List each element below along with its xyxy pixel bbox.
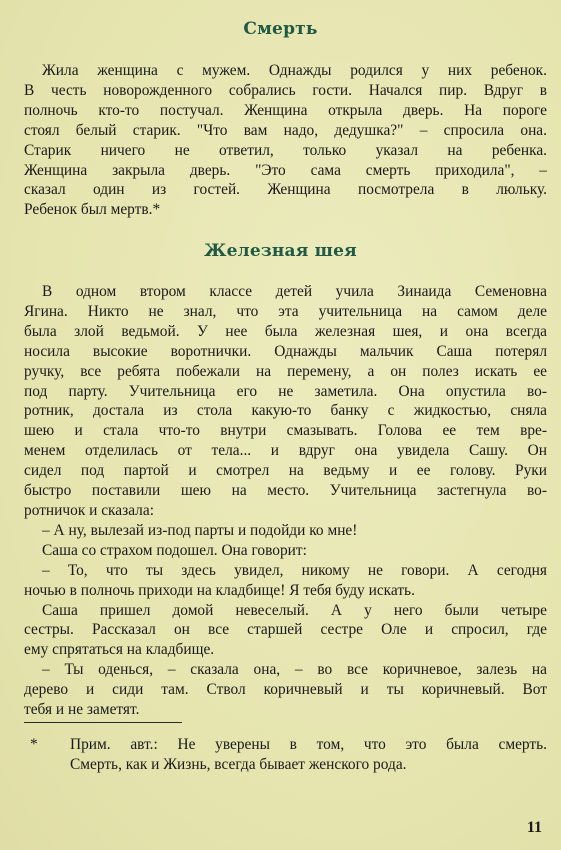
story-title-iron-neck: Железная шея [204,241,357,261]
text-line: ручку, все ребята побежали на перемену, а он полез искать ее [24,362,547,380]
text-line: ротник, достала из стола какую-то банку с жидкостью, сняла [24,402,547,420]
text-line: тебя и не заметят. [24,701,140,719]
text-line: носила высокие воротнички. Однажды мальчик Саша потерял [24,342,547,360]
text-line: – А ну, вылезай из-под парты и подойди ко мне! [42,521,358,539]
text-line: Жила женщина с мужем. Однажды родился у них ребенок. [42,62,547,79]
text-line: ротничок и сказала: [24,501,154,519]
text-line: быстро поставили шею на место. Учительница застегнула во- [24,482,547,500]
text-line: шею и стала что-то внутри смазывать. Голова ее тем вре- [24,422,547,440]
story-title-death: Смерть [243,19,318,39]
text-line: Старик ничего не ответил, только указал на ребенка. [24,141,547,159]
story-text-death [24,61,547,220]
footnote-marker: * [30,736,38,753]
footnote-text [70,735,547,775]
text-line: Ребенок был мертв.* [24,201,161,219]
text-line: Женщина закрыла дверь. "Это сама смерть приходила", – [24,161,547,179]
text-line: – Ты оденься, – сказала она, – во все коричневое, залезь на [42,661,547,679]
text-line: была злой ведьмой. У нее была железная шея, и она всегда [24,322,547,340]
footnote-line: Смерть, как и Жизнь, всегда бывает женского рода. [70,756,407,773]
text-line: В одном втором классе детей учила Зинаида Семеновна [42,283,547,300]
text-line: дерево и сиди там. Ствол коричневый и ты коричневый. Вот [24,681,547,699]
text-line: Ягина. Никто не знал, что эта учительница на самом деле [24,302,547,320]
text-line: Саша пришел домой невеселый. А у него были четыре [42,601,547,619]
text-line: полночь кто-то постучал. Женщина открыла дверь. На пороге [24,101,547,119]
footnote-divider [24,722,182,723]
text-line: ему спрятаться на кладбище. [24,641,215,659]
text-line: сестры. Рассказал он все старшей сестре Оле и спросил, где [24,621,547,639]
page-number: 11 [526,819,542,836]
text-line: сказал один из гостей. Женщина посмотрела в люльку. [24,181,547,199]
text-line: ночью в полночь приходи на кладбище! Я тебя буду искать. [24,581,415,599]
text-line: под парту. Учительница его не заметила. Она опустила во- [24,382,547,400]
text-line: – То, что ты здесь увидел, никому не говори. А сегодня [42,561,547,579]
text-line: сидел под партой и смотрел на ведьму и ее голову. Руки [24,462,547,480]
text-line: менем отделилась от тела... и вдруг она увидела Сашу. Он [24,442,547,460]
footnote-line: Прим. авт.: Не уверены в том, что это была смерть. [70,736,547,753]
text-line: Саша со страхом подошел. Она говорит: [42,541,307,559]
text-line: стоял белый старик. "Что вам надо, дедушка?" – спросила она. [24,121,547,139]
text-line: В честь новорожденного собрались гости. Начался пир. Вдруг в [24,81,547,99]
story-text-iron-neck [24,282,547,720]
